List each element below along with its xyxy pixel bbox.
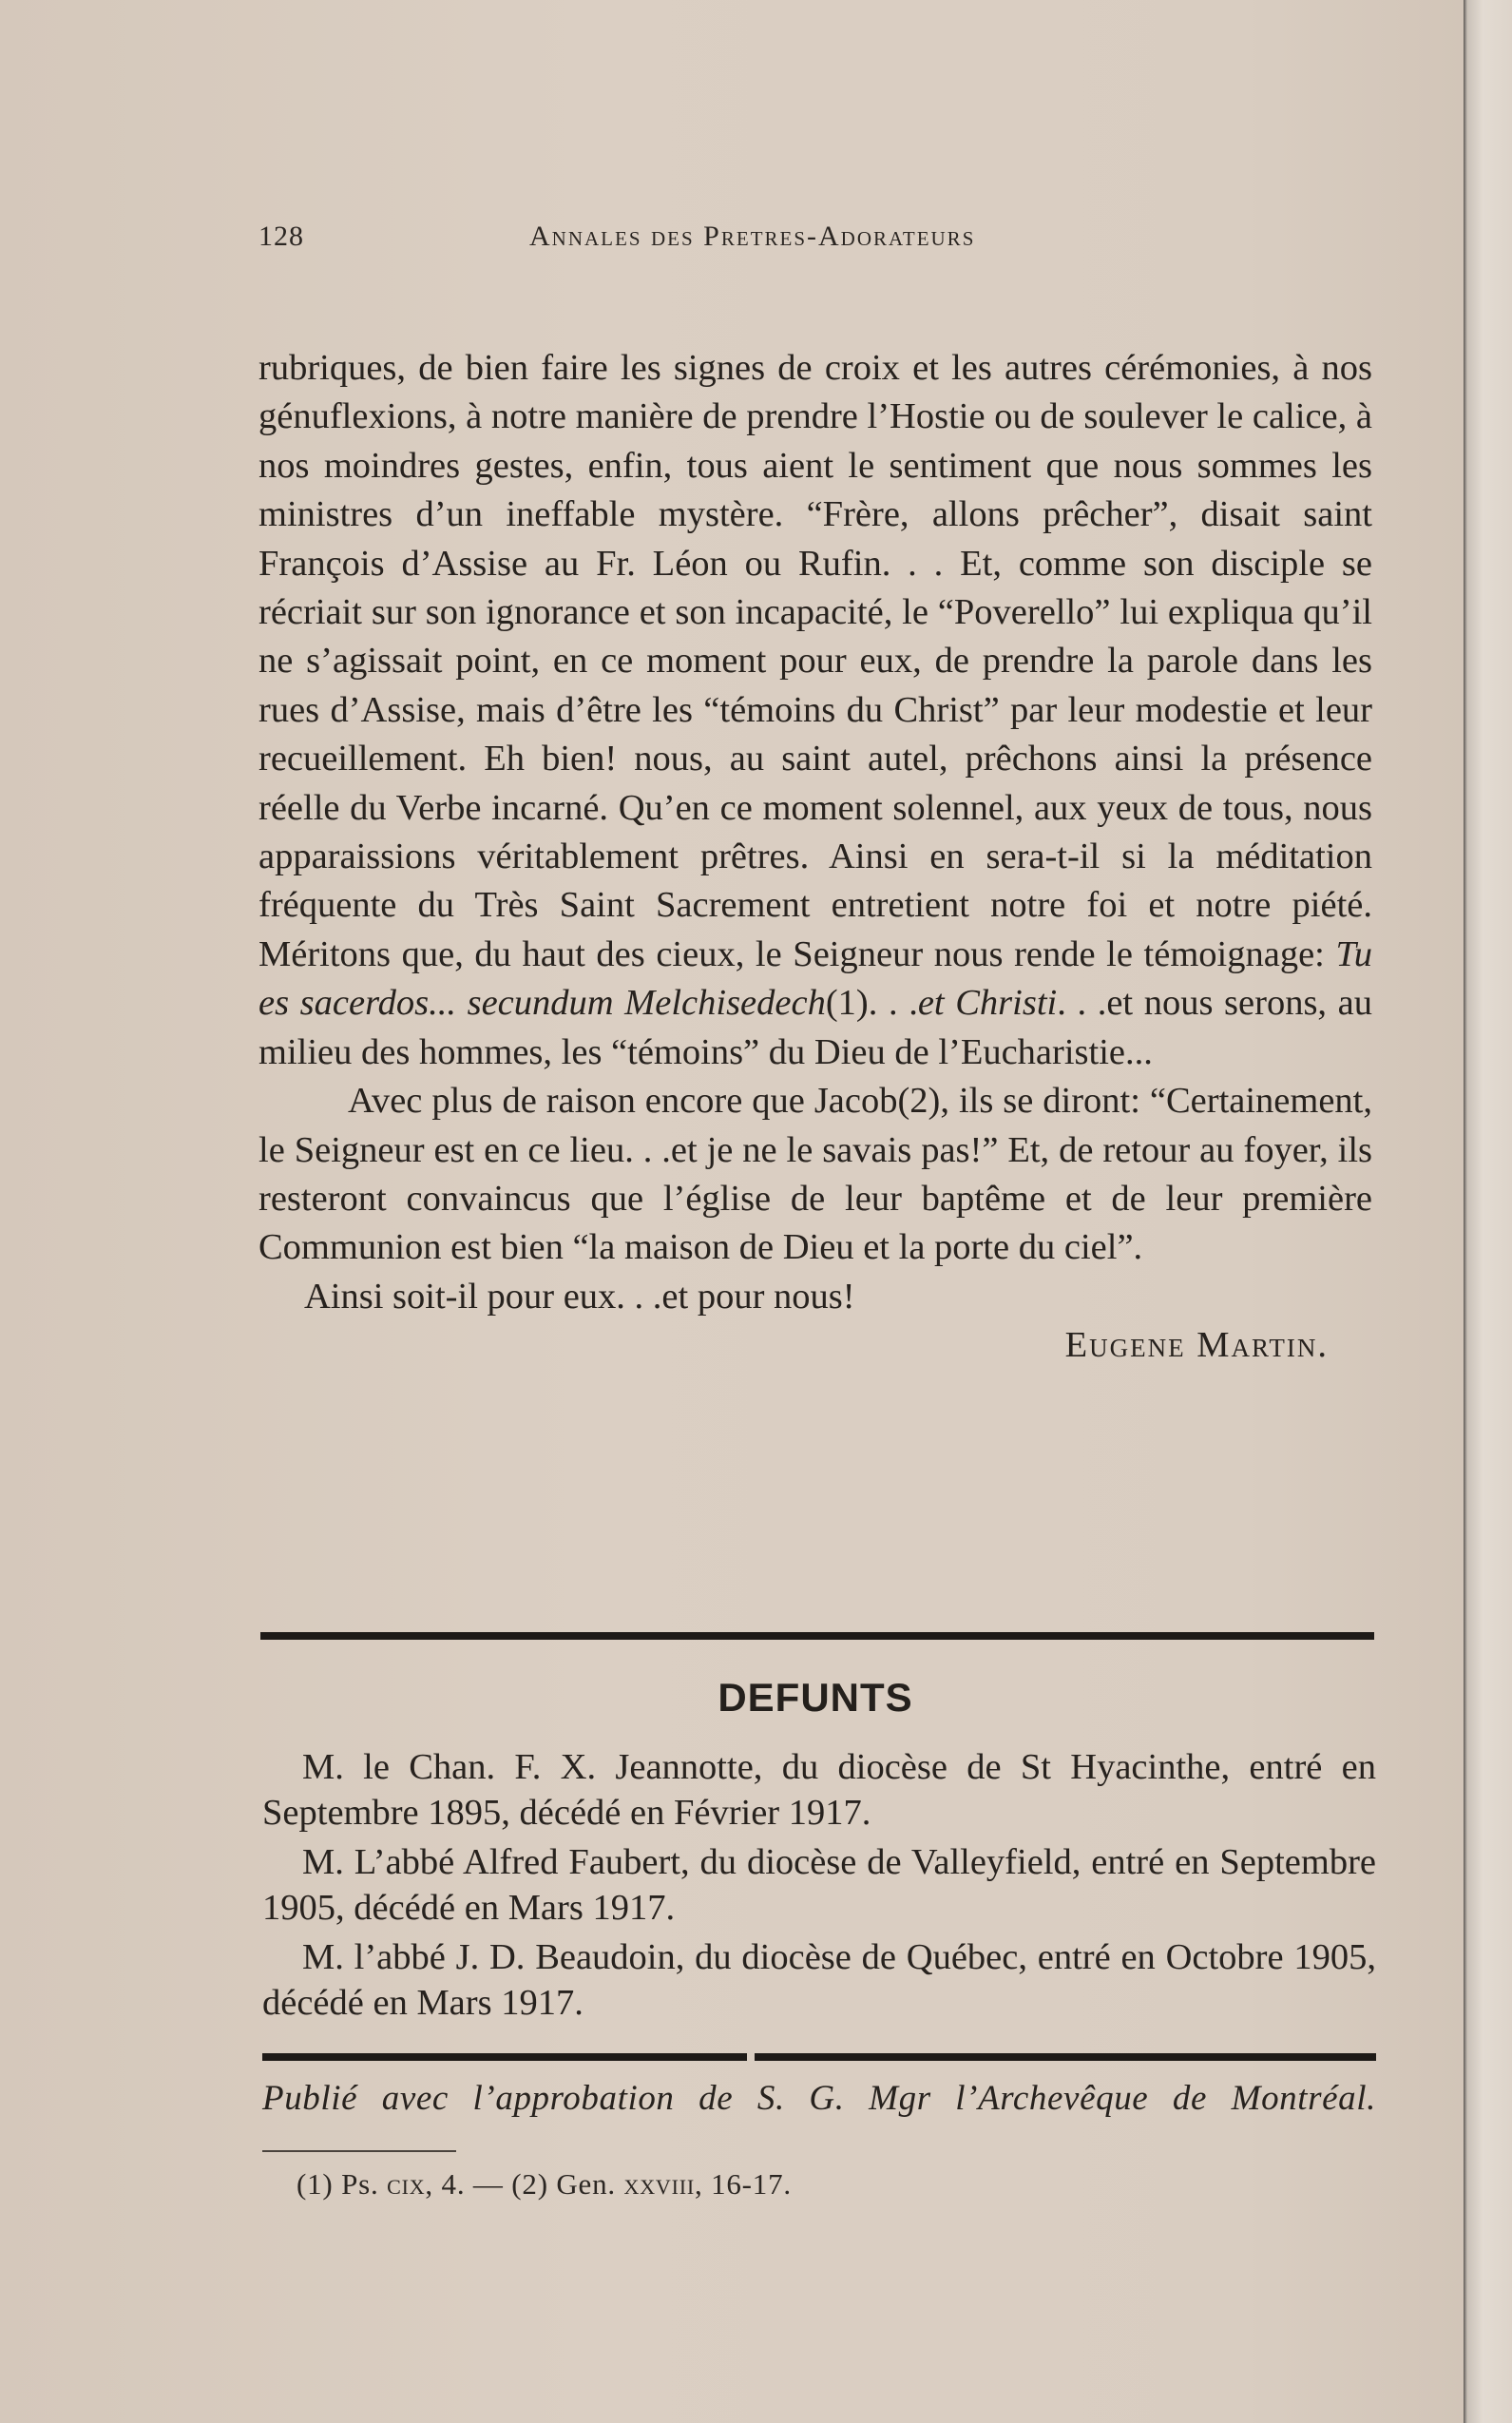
footnote-rule (262, 2150, 456, 2152)
obituary-entry-2: M. L’abbé Alfred Faubert, du diocèse de Valleyfield, entré en Septembre 1905, décédé en Mars 1917. (262, 1842, 1376, 1928)
latin-quote-1: Tu es sacerdos... secundum Melchisedech (258, 933, 1372, 1024)
divider-segment-left (262, 2053, 747, 2061)
footnote-2-ref: xxviii (623, 2167, 695, 2201)
approval-divider (262, 2053, 1376, 2061)
paragraph-2: Avec plus de raison encore que Jacob(2), ils se diront: “Certainement, le Seigneur est en ce lieu. . .et je ne le savais pas!” Et, de retour au foyer, ils resteront convaincus que l’église de leur baptême et de leur première Communion est bien “la maison de Dieu et la porte du ciel”. (258, 1081, 1372, 1268)
footnotes (297, 2167, 792, 2202)
defunts-heading: DEFUNTS (718, 1675, 913, 1720)
author-signature: Eugene Martin. (1064, 1325, 1329, 1366)
footnote-ref-1: (1) (825, 983, 869, 1024)
obituary-entry-3: M. l’abbé J. D. Beaudoin, du diocèse de Québec, entré en Octobre 1905, décédé en Mars 1917. (262, 1937, 1376, 2023)
section-divider (260, 1632, 1374, 1640)
footnote-1-rest: , 4. — (2) Gen. (425, 2167, 616, 2201)
footnote-1-label: (1) Ps. (297, 2167, 379, 2201)
page-number: 128 (258, 221, 304, 252)
paragraph-1-text-b: . . .et nous serons, au milieu des hommes, les “témoins” du Dieu de l’Eucharistie... (258, 983, 1372, 1072)
obituary-list (262, 1745, 1376, 2030)
footnote-1-ref: cix (387, 2167, 426, 2201)
page-edge (1464, 0, 1512, 2423)
divider-segment-right (755, 2053, 1376, 2061)
obituary-entry-1: M. le Chan. F. X. Jeannotte, du diocèse de St Hyacinthe, entré en Septembre 1895, décédé en Février 1917. (262, 1747, 1376, 1833)
paragraph-1 (258, 344, 1372, 1077)
ellipsis: . . . (868, 983, 918, 1024)
article-body (258, 344, 1372, 1371)
paragraph-3: Ainsi soit-il pour eux. . .et pour nous! (304, 1276, 855, 1317)
paragraph-1-text-a: rubriques, de bien faire les signes de croix et les autres cérémonies, à nos génuflexions, à notre manière de prendre l’Hostie ou de soulever le calice, à nos moindres gestes, enfin, tous aient le sentiment que nous sommes les ministres d’un ineffable mystère. “Frère, allons prêcher”, disait saint François d’Assise au Fr. Léon ou Rufin. . . Et, comme son disciple se récriait sur son ignorance et son incapacité, le “Poverello” lui expliqua qu’il ne s’agissait point, en ce moment pour eux, de prendre la parole dans les rues d’Assise, mais d’être les “témoins du Christ” par leur modestie et leur recueillement. Eh bien! nous, au saint autel, prêchons ainsi la présence réelle du Verbe incarné. Qu’en ce moment solennel, aux yeux de tous, nous apparaissions véritablement prêtres. Ainsi en sera-t-il si la méditation fréquente du Très Saint Sacrement entretient notre foi et notre piété. Méritons que, du haut des cieux, le Seigneur nous rende le témoignage: (258, 348, 1372, 974)
latin-quote-2: et Christi (917, 983, 1058, 1024)
footnote-2-rest: , 16-17. (694, 2167, 792, 2201)
approval-line: Publié avec l’approbation de S. G. Mgr l’Archevêque de Montréal. (262, 2079, 1376, 2118)
running-title: Annales des Pretres-Adorateurs (529, 221, 976, 252)
